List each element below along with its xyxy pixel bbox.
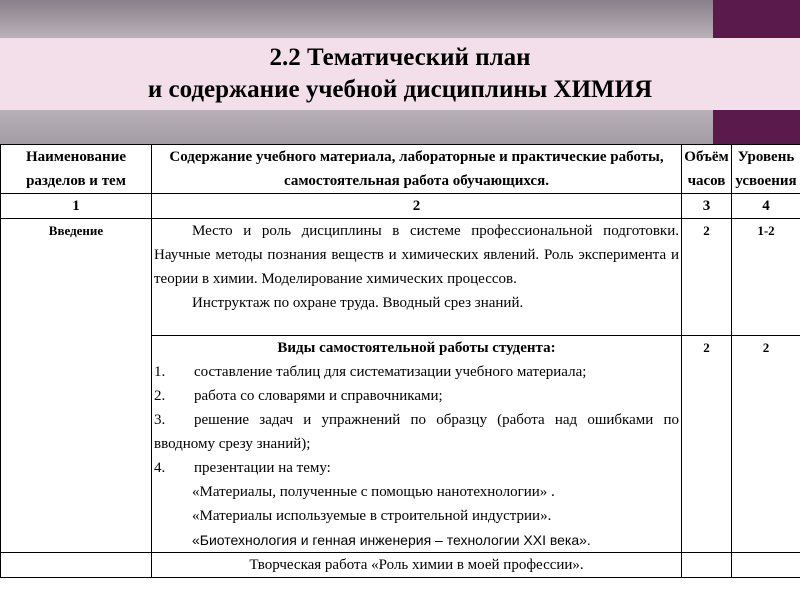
intro-content — [152, 219, 682, 336]
separator-accent-strip — [713, 110, 800, 144]
top-decor-band — [0, 0, 800, 38]
section-name: Введение — [1, 219, 152, 553]
header-hours: Объём часов — [682, 145, 732, 194]
list-item: 2. работа со словарями и справочниками; — [154, 388, 443, 404]
intro-level: 1-2 — [732, 219, 800, 336]
header-content: Содержание учебного материала, лабораторные и практические работы, самостоятельная работа обучающихся. — [152, 145, 682, 194]
selfwork-heading: Виды самостоятельной работы студента: — [277, 340, 556, 356]
header-level: Уровень усвоения — [732, 145, 800, 194]
footer-spacer — [682, 553, 732, 578]
intro-hours: 2 — [682, 219, 732, 336]
table-row — [1, 219, 800, 336]
list-item: 1. составление таблиц для систематизации учебного материала; — [154, 364, 587, 380]
intro-paragraph: Место и роль дисциплины в системе профессиональной подготовки. Научные методы познания веществ и химических явлений. Роль эксперимента и теории в химии. Моделирование химических процессов. — [154, 223, 679, 287]
intro-paragraph-2: Инструктаж по охране труда. Вводный срез знаний. — [192, 295, 524, 311]
column-number: 2 — [152, 194, 682, 219]
top-accent-strip — [713, 0, 800, 38]
selfwork-hours: 2 — [682, 336, 732, 553]
title-box — [0, 38, 800, 110]
separator-band — [0, 110, 800, 144]
column-number: 1 — [1, 194, 152, 219]
selfwork-content — [152, 336, 682, 553]
selfwork-level: 2 — [732, 336, 800, 553]
page-title-line1: 2.2 Тематический план — [269, 44, 531, 71]
list-item: 4. презентации на тему: — [154, 460, 331, 476]
header-sections: Наименование разделов и тем — [1, 145, 152, 194]
presentation-topic: «Биотехнология и генная инженерия – технологии XXI века». — [192, 532, 591, 548]
thematic-plan-table — [0, 144, 800, 578]
table-number-row — [1, 194, 800, 219]
footer-spacer — [732, 553, 800, 578]
presentation-topic: «Материалы используемые в строительной индустрии». — [192, 508, 552, 524]
column-number: 4 — [732, 194, 800, 219]
table-row — [1, 553, 800, 578]
presentation-topic: «Материалы, полученные с помощью нанотехнологии» . — [192, 484, 555, 500]
list-item: 3. решение задач и упражнений по образцу (работа над ошибками по вводному срезу знаний); — [154, 412, 679, 452]
table-header-row — [1, 145, 800, 194]
column-number: 3 — [682, 194, 732, 219]
page-title-line2: и содержание учебной дисциплины ХИМИЯ — [147, 76, 653, 103]
creative-work: Творческая работа «Роль химии в моей профессии». — [152, 553, 682, 578]
footer-spacer — [1, 553, 152, 578]
